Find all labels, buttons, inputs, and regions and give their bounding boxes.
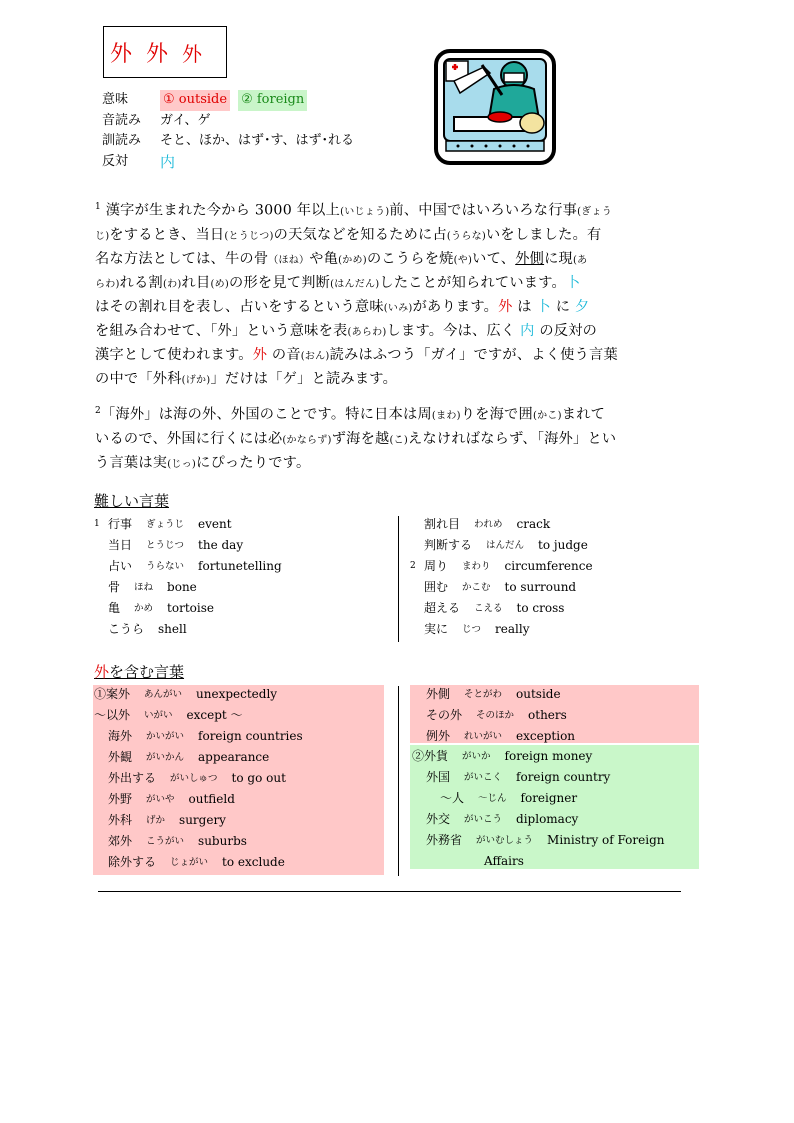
explanation-paragraph-2 (95, 400, 700, 476)
vocab-word: 超える (424, 601, 461, 615)
vocab-word: 外交 (426, 812, 451, 826)
vocab-row (412, 809, 698, 830)
vocab-row (412, 726, 698, 747)
vocab-meaning: appearance (198, 750, 270, 764)
vocab-reading: かこむ (462, 582, 491, 593)
vocab-row (410, 535, 710, 556)
opposite-label: 反対 (102, 153, 129, 169)
para1-line-6: を組み合わせて、「外」という意味を表(あらわ)します。今は、広く 内 の反対の (95, 322, 598, 339)
vocab-number (410, 577, 424, 598)
meaning-row (102, 90, 354, 111)
vocab-row (94, 831, 384, 852)
vocab-reading: あんがい (144, 689, 183, 700)
vocab-row (94, 768, 384, 789)
vocab-word: ②外貨 (412, 749, 449, 763)
vocab-row (94, 684, 384, 705)
vocab-number (94, 598, 108, 619)
vocab-reading: がいむしょう (476, 835, 534, 846)
vocab-word: 外科 (108, 813, 133, 827)
containing-title-rest: を含む言葉 (109, 663, 185, 681)
vocab-row (412, 746, 698, 767)
para1-line-1: $^1$ 漢字が生まれた今から 3000 年以上(いじょう)前、中国ではいろいろな行事(ぎょう (95, 202, 612, 219)
vocab-word: ～以外 (94, 708, 131, 722)
vocab-number: 1 (94, 519, 100, 529)
containing-words-left (94, 684, 384, 873)
para2-marker: 2 (95, 406, 101, 416)
vocab-row (94, 514, 394, 535)
vocab-reading: ぎょうじ (146, 519, 185, 530)
vocab-word: 外国 (426, 770, 451, 784)
vocab-word: 当日 (108, 538, 133, 552)
on-value: ガイ、ゲ (160, 112, 211, 128)
on-reading-row (102, 111, 354, 132)
vocab-reading: そとがわ (464, 689, 503, 700)
vocab-word: 実に (424, 622, 449, 636)
para1-marker: 1 (95, 202, 101, 212)
vocab-row (410, 598, 710, 619)
vocab-word: 海外 (108, 729, 133, 743)
vocab-reading: いがい (144, 710, 173, 721)
kanji-form-3: 外 (182, 41, 203, 66)
vocab-reading: げか (146, 815, 166, 826)
vocab-row (94, 726, 384, 747)
vocab-reading: まわり (462, 561, 491, 572)
meaning-1: ① outside (160, 90, 230, 111)
vocab-reading: かめ (134, 603, 154, 614)
para1-line-3: 名な方法としては、牛の骨（ほね）や亀(かめ)のこうらを焼(や)いて、外側に現(あ (95, 250, 588, 267)
meaning-2: ② foreign (238, 90, 307, 111)
vocab-meaning: outfield (188, 792, 235, 806)
vocab-word: ～人 (440, 791, 465, 805)
opposite-row (102, 152, 354, 173)
containing-words-divider (398, 686, 399, 876)
vocab-word: 外側 (426, 687, 451, 701)
vocab-reading: こえる (474, 603, 503, 614)
vocab-meaning: foreign country (516, 770, 611, 784)
vocab-word: 例外 (426, 729, 451, 743)
vocab-reading: れいがい (464, 731, 503, 742)
on-label: 音読み (102, 112, 142, 128)
para2-line-1: $^2$「海外」は海の外、外国のことです。特に日本は周(まわ)りを海で囲(かこ)まれて (95, 406, 606, 423)
vocab-reading: とうじつ (146, 540, 185, 551)
containing-words-title (94, 662, 184, 682)
explanation-paragraph-1 (95, 196, 700, 392)
vocab-word: 亀 (108, 601, 121, 615)
vocab-row (94, 852, 384, 873)
vocab-reading: がいこう (464, 814, 503, 825)
bottom-rule (98, 891, 681, 892)
vocab-meaning: exception (516, 729, 576, 743)
vocab-row (412, 705, 698, 726)
vocab-row (410, 619, 710, 640)
para2-line-3: う言葉は実(じっ)にぴったりです。 (95, 454, 311, 471)
vocab-meaning: crack (516, 517, 551, 531)
vocab-reading: がいしゅつ (170, 773, 218, 784)
surgeon-operating-illustration (432, 45, 558, 167)
meaning-label: 意味 (102, 92, 129, 107)
vocab-meaning: to go out (231, 771, 286, 785)
kun-reading-row (102, 131, 354, 152)
vocab-number (94, 556, 108, 577)
vocab-number: 2 (410, 561, 416, 571)
vocab-word: 割れ目 (424, 517, 461, 531)
vocab-reading: われめ (474, 519, 503, 530)
difficult-words-title: 難しい言葉 (94, 492, 170, 510)
vocab-meaning: fortunetelling (198, 559, 282, 573)
vocab-row (410, 577, 710, 598)
difficult-words-right (410, 514, 710, 640)
vocab-word: 判断する (424, 538, 473, 552)
vocab-meaning: circumference (504, 559, 593, 573)
vocab-meaning: suburbs (198, 834, 247, 848)
kun-value: そと、ほか、はず･す、はず･れる (160, 133, 354, 148)
vocab-word: 行事 (108, 517, 133, 531)
vocab-number (410, 619, 424, 640)
vocab-word: 占い (108, 559, 133, 573)
vocab-meaning: really (495, 622, 530, 636)
vocab-word: 囲む (424, 580, 449, 594)
vocab-word: 外観 (108, 750, 133, 764)
vocab-meaning: shell (158, 622, 187, 636)
para1-line-8: の中で「外科(げか)」だけは「ゲ」と読みます。 (95, 370, 398, 387)
opposite-value: 内 (160, 152, 176, 171)
kanji-forms-box (103, 26, 227, 78)
containing-words-right-pink (412, 684, 698, 747)
vocab-meaning: except ～ (186, 708, 243, 722)
vocab-row (412, 788, 698, 809)
vocab-row (94, 789, 384, 810)
vocab-meaning: to judge (538, 538, 588, 552)
vocab-reading: ほね (134, 582, 154, 593)
para1-line-5: はその割れ目を表し、占いをするという意味(いみ)があります。外 は 卜 に 夕 (95, 298, 590, 315)
vocab-reading: じょがい (170, 857, 209, 868)
vocab-word (412, 851, 470, 872)
containing-words-right-green (412, 746, 698, 872)
vocab-reading: こうがい (146, 836, 185, 847)
vocab-number (94, 535, 108, 556)
kanji-form-2: 外 (146, 41, 169, 67)
vocab-row (412, 830, 698, 851)
containing-title-kanji: 外 (94, 663, 110, 681)
vocab-row (94, 705, 384, 726)
difficult-words-divider (398, 516, 399, 642)
vocab-word: 外務省 (426, 833, 463, 847)
vocab-meaning: to surround (504, 580, 577, 594)
vocab-reading: がいや (146, 794, 175, 805)
vocab-meaning: to exclude (222, 855, 285, 869)
vocab-meaning: Affairs (484, 854, 524, 868)
vocab-reading: じつ (462, 624, 482, 635)
vocab-meaning: bone (167, 580, 197, 594)
difficult-words-left (94, 514, 394, 640)
vocab-reading: ～じん (478, 793, 507, 804)
vocab-row (412, 767, 698, 788)
vocab-number (410, 598, 424, 619)
para1-line-4: らわ)れる割(わ)れ目(め)の形を見て判断(はんだん)したことが知られています。卜 (95, 274, 581, 291)
vocab-word: 骨 (108, 580, 121, 594)
vocab-meaning: surgery (179, 813, 226, 827)
vocab-word: 除外する (108, 855, 157, 869)
vocab-reading: はんだん (486, 540, 525, 551)
vocab-number (410, 514, 424, 535)
vocab-row (412, 684, 698, 705)
vocab-meaning: event (198, 517, 232, 531)
vocab-row (94, 598, 394, 619)
vocab-number (410, 535, 424, 556)
vocab-reading: がいかん (146, 752, 185, 763)
kanji-form-1: 外 (110, 41, 133, 67)
vocab-meaning: foreigner (520, 791, 578, 805)
vocab-meaning: foreign money (504, 749, 593, 763)
vocab-meaning: others (528, 708, 567, 722)
vocab-reading: がいか (462, 751, 491, 762)
vocab-row (94, 747, 384, 768)
vocab-word: ①案外 (94, 687, 131, 701)
kun-label: 訓読み (102, 133, 142, 148)
para1-line-2: じ)をするとき、当日(とうじつ)の天気などを知るために占(うらな)いをしました。有 (95, 226, 602, 243)
vocab-reading: かいがい (146, 731, 185, 742)
vocab-number (94, 619, 108, 640)
vocab-row (410, 514, 710, 535)
vocab-reading: そのほか (476, 710, 515, 721)
vocab-row (410, 556, 710, 577)
vocab-meaning: foreign countries (198, 729, 303, 743)
vocab-meaning: unexpectedly (196, 687, 278, 701)
vocab-row (94, 535, 394, 556)
kanji-info (102, 90, 354, 172)
vocab-meaning: Ministry of Foreign (547, 833, 665, 847)
vocab-word: こうら (108, 622, 145, 636)
vocab-row (94, 619, 394, 640)
vocab-row (94, 577, 394, 598)
vocab-row (94, 556, 394, 577)
vocab-meaning: tortoise (167, 601, 214, 615)
vocab-meaning: to cross (516, 601, 565, 615)
vocab-meaning: the day (198, 538, 244, 552)
vocab-reading: がいこく (464, 772, 503, 783)
vocab-meaning: diplomacy (516, 812, 579, 826)
vocab-row (412, 851, 698, 872)
vocab-word: 外野 (108, 792, 133, 806)
vocab-number (94, 577, 108, 598)
vocab-reading: うらない (146, 561, 185, 572)
vocab-word: 周り (424, 559, 449, 573)
vocab-word: その外 (426, 708, 463, 722)
para1-line-7: 漢字として使われます。外 の音(おん)読みはふつう「ガイ」ですが、よく使う言葉 (95, 346, 618, 363)
vocab-word: 外出する (108, 771, 157, 785)
para2-line-2: いるので、外国に行くには必(かならず)ず海を越(こ)えなければならず、「海外」とい (95, 430, 617, 447)
vocab-word: 郊外 (108, 834, 133, 848)
vocab-row (94, 810, 384, 831)
vocab-meaning: outside (516, 687, 561, 701)
